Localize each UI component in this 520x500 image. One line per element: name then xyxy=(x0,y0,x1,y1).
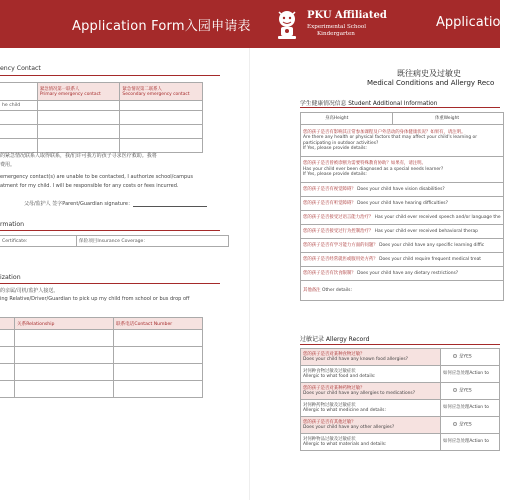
allergy-question-en: Does your child have any known food allergies? xyxy=(303,357,408,362)
guardian-signature-label: 父母/监护人 签字Parent/Guardian signature： xyxy=(24,201,133,207)
secondary-contact-cell[interactable] xyxy=(120,101,203,111)
health-question-row[interactable] xyxy=(301,225,504,239)
allergy-table xyxy=(300,348,500,451)
section-rule xyxy=(0,75,220,76)
authorized-pickup-table xyxy=(0,317,203,398)
weight-field[interactable]: 体重Weight xyxy=(393,113,504,125)
form-title-left: Application Form入园申请表 xyxy=(72,19,251,34)
question-en: Does your child have hearing difficulties? xyxy=(357,200,448,206)
health-question-row[interactable] xyxy=(301,211,504,225)
health-question-row[interactable] xyxy=(301,253,504,267)
action-cell[interactable] xyxy=(441,366,500,383)
allergy-question-cell[interactable] xyxy=(301,366,441,383)
radio-icon[interactable] xyxy=(453,388,457,392)
table-header-cell xyxy=(0,83,37,101)
medical-title-cn: 既往病史及过敏史 xyxy=(397,69,461,78)
authorization-text-cn: 的亲属/司机/监护人接送。 xyxy=(0,288,59,294)
authorization-heading: ization xyxy=(0,274,21,281)
allergy-question-cell[interactable] xyxy=(301,434,441,451)
question-en: Has your child ever received speech and/or language the xyxy=(374,214,501,220)
allergy-question-cell[interactable] xyxy=(301,383,441,400)
pickup-cell[interactable] xyxy=(0,347,15,364)
section-rule xyxy=(300,107,500,108)
medical-title-en: Medical Conditions and Allergy Reco xyxy=(367,79,495,87)
row-label xyxy=(0,125,37,139)
question-en: Does your child have vision disabilities? xyxy=(357,186,445,192)
action-label: 如何应急处理Action to xyxy=(443,439,489,445)
radio-icon[interactable] xyxy=(453,422,457,426)
question-en: Does your child have any specific learning diffic xyxy=(379,242,485,248)
primary-contact-cell[interactable] xyxy=(37,101,120,111)
insurance-certificate-cell[interactable]: Certificate: xyxy=(0,236,77,247)
other-details-row[interactable] xyxy=(301,281,504,301)
allergy-question-cn: 对何种食物过敏及过敏症状 xyxy=(303,368,356,374)
allergy-row xyxy=(301,400,500,417)
consent-text-cn-2: 费用。 xyxy=(0,162,16,168)
question-cn: 您的孩子是否经常就医或服用处方药？ xyxy=(303,256,378,262)
yes-label: 是YES xyxy=(459,354,472,360)
secondary-contact-cell[interactable] xyxy=(120,139,203,153)
height-field[interactable]: 身高Height xyxy=(301,113,393,125)
health-question-row[interactable] xyxy=(301,157,504,183)
action-cell[interactable] xyxy=(441,434,500,451)
row-label: he child xyxy=(0,101,37,111)
left-page xyxy=(0,48,248,500)
allergy-question-en: Allergic to what food and details: xyxy=(303,374,376,379)
section-rule xyxy=(0,230,220,231)
allergy-question-en: Allergic to what materials and details: xyxy=(303,442,387,447)
org-subtitle-2: Kindergarten xyxy=(317,31,355,37)
contact-number-cell[interactable] xyxy=(114,347,203,364)
allergy-question-cell[interactable] xyxy=(301,349,441,366)
row-label xyxy=(0,111,37,125)
question-cn: 您的孩子是否曾被诊断为需要特殊教育协助？如果有，请注明。 xyxy=(303,161,426,167)
question-cn: 其他备注 xyxy=(303,287,321,293)
allergy-question-en: Does your child have any other allergies? xyxy=(303,425,395,430)
org-subtitle: Experimental School xyxy=(307,24,367,30)
question-cn: 您的孩子是否有影响其正常参加课程及户外活动的身体健康状况？如果有，请注明。 xyxy=(303,129,466,135)
insurance-table xyxy=(0,235,229,247)
secondary-contact-cell[interactable] xyxy=(120,111,203,125)
header-banner xyxy=(0,0,520,48)
allergy-question-cn: 您的孩子是否对某种食物过敏？ xyxy=(303,351,365,357)
allergy-question-cn: 对何种物品过敏及过敏症状 xyxy=(303,436,356,442)
pickup-cell[interactable] xyxy=(0,364,15,381)
consent-text-cn: 的紧急情况联系人取得联系，我/们许可我方的孩子寻求医疗救助。我将 xyxy=(0,153,157,159)
question-cn: 您的孩子是否接受过行为控制治疗？ xyxy=(303,228,374,234)
health-question-row[interactable] xyxy=(301,197,504,211)
right-page xyxy=(250,48,500,500)
emergency-contact-heading: ency Contact xyxy=(0,65,41,72)
allergy-question-cn: 您的孩子是否对某种药物过敏？ xyxy=(303,385,365,391)
authorization-text-en: ing Relative/Driver/Guardian to pick up my child from school or bus drop off xyxy=(0,296,190,302)
student-health-table xyxy=(300,112,504,301)
allergy-question-en: Does your child have any allergies to medications? xyxy=(303,391,416,396)
question-en: Does your child have any dietary restrictions? xyxy=(357,270,459,276)
health-question-row[interactable] xyxy=(301,183,504,197)
question-en: Are there any health or physical factors that may affect your child's learning or participating in outdoor activities? If Yes, please provide details: xyxy=(303,135,478,151)
radio-icon[interactable] xyxy=(453,354,457,358)
primary-contact-cell[interactable] xyxy=(37,125,120,139)
yes-radio-cell[interactable] xyxy=(441,349,500,366)
secondary-contact-cell[interactable] xyxy=(120,125,203,139)
insurance-coverage-cell[interactable]: 保险项目Insurance Coverage： xyxy=(77,236,229,247)
allergy-question-en: Allergic to what medicine and details: xyxy=(303,408,386,413)
health-question-row[interactable] xyxy=(301,125,504,157)
contact-number-cell[interactable] xyxy=(114,364,203,381)
primary-contact-cell[interactable] xyxy=(37,139,120,153)
action-cell[interactable] xyxy=(441,400,500,417)
insurance-heading: rmation xyxy=(0,221,25,228)
question-en: Has your child ever been diagnosed as a special needs learner? If Yes, please provide details: xyxy=(303,166,444,178)
contact-number-cell[interactable] xyxy=(114,381,203,398)
allergy-row xyxy=(301,383,500,400)
section-rule xyxy=(0,283,220,284)
contact-number-header: 联系电话Contact Number xyxy=(114,318,203,330)
row-label xyxy=(0,139,37,153)
form-title-right: Application F xyxy=(436,15,520,30)
section-rule xyxy=(300,344,500,345)
health-question-row[interactable] xyxy=(301,267,504,281)
question-cn: 您的孩子是否有视觉障碍？ xyxy=(303,186,356,192)
org-name: PKU Affiliated xyxy=(307,10,387,21)
allergy-heading: 过敏记录 Allergy Record xyxy=(300,336,370,343)
allergy-row xyxy=(301,366,500,383)
question-cn: 您的孩子是否有学习能力方面的问题？ xyxy=(303,242,378,248)
student-info-heading: 学生健康情况信息 Student Additional Information xyxy=(300,101,438,107)
question-en: Does your child require frequent medical treat xyxy=(379,256,481,262)
contact-number-cell[interactable] xyxy=(114,330,203,347)
relationship-cell[interactable] xyxy=(15,364,114,381)
action-label: 如何应急处理Action to xyxy=(443,405,489,411)
school-logo-icon xyxy=(272,8,302,40)
question-en: Has your child ever received behavioral therap xyxy=(374,228,478,234)
action-label: 如何应急处理Action to xyxy=(443,371,489,377)
question-en: Other details: xyxy=(321,287,352,293)
relationship-cell[interactable] xyxy=(15,347,114,364)
relationship-header: 关系Relationship xyxy=(15,318,114,330)
yes-label: 是YES xyxy=(459,422,472,428)
allergy-row xyxy=(301,434,500,451)
allergy-row xyxy=(301,417,500,434)
primary-contact-cell[interactable] xyxy=(37,111,120,125)
allergy-question-cell[interactable] xyxy=(301,400,441,417)
consent-text-en-2: atment for my child. I will be responsible for any costs or fees incurred. xyxy=(0,183,179,189)
allergy-question-cn: 对何种药物过敏及过敏症状 xyxy=(303,402,356,408)
question-cn: 您的孩子是否有听觉障碍？ xyxy=(303,200,356,206)
allergy-question-cn: 您的孩子是否有其他过敏？ xyxy=(303,419,356,425)
question-cn: 您的孩子是否有饮食限制？ xyxy=(303,270,356,276)
yes-label: 是YES xyxy=(459,388,472,394)
table-header-cell xyxy=(0,318,15,330)
yes-radio-cell[interactable] xyxy=(441,383,500,400)
relationship-cell[interactable] xyxy=(15,381,114,398)
yes-radio-cell[interactable] xyxy=(441,417,500,434)
consent-text-en: emergency contact(s) are unable to be contacted, I authorize school/campus xyxy=(0,174,193,180)
secondary-contact-header: 紧急情况第二联系人 Secondary emergency contact xyxy=(120,83,203,101)
allergy-question-cell[interactable] xyxy=(301,417,441,434)
health-question-row[interactable] xyxy=(301,239,504,253)
allergy-row xyxy=(301,349,500,366)
relationship-cell[interactable] xyxy=(15,330,114,347)
pickup-cell[interactable] xyxy=(0,381,15,398)
question-cn: 您的孩子是否接受过语言能力治疗？ xyxy=(303,214,374,220)
signature-line[interactable] xyxy=(133,206,207,207)
primary-contact-header: 紧急情况第一联系人 Primary emergency contact xyxy=(37,83,120,101)
pickup-cell[interactable] xyxy=(0,330,15,347)
emergency-contact-table xyxy=(0,82,203,153)
